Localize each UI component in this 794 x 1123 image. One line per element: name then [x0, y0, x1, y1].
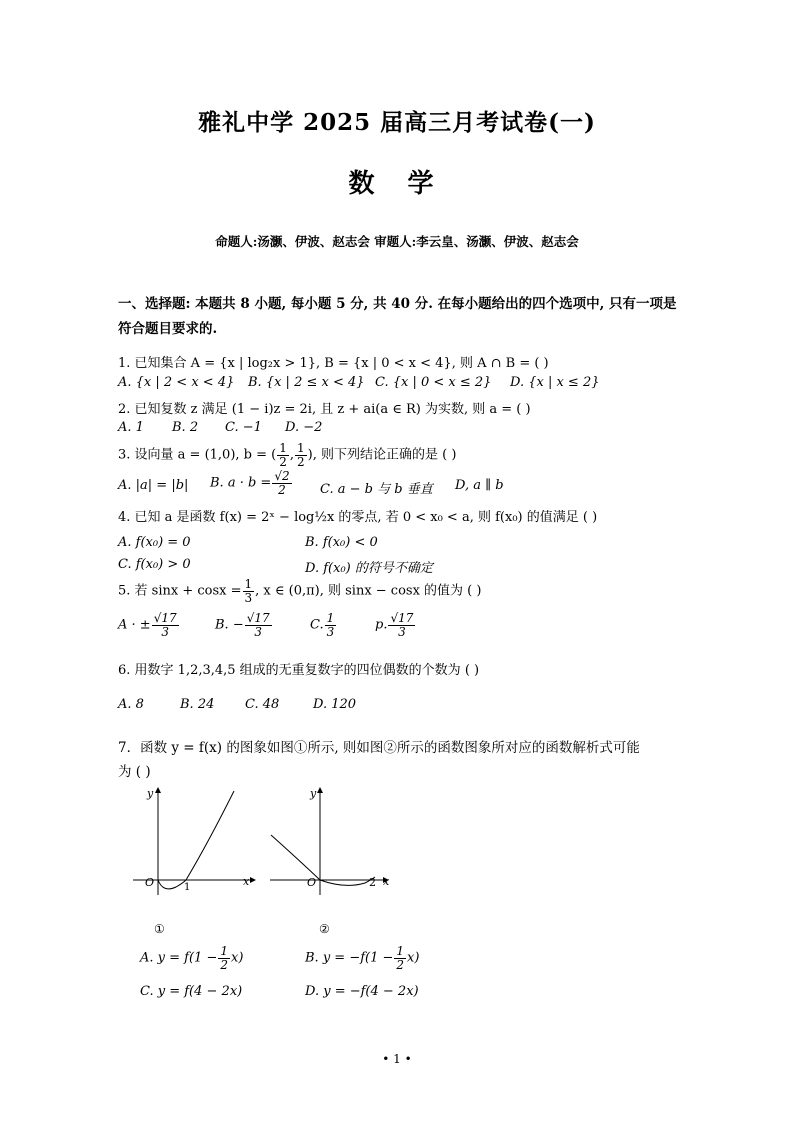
q5-option-c: C. $\frac{1}{3}$ [310, 611, 335, 639]
question-2-stem: 2. 已知复数 z 满足 (1 − i)z = 2i, 且 z + ai(a ∈ R) 为实数, 则 a = ( ) [118, 402, 531, 417]
question-1-stem: 1. 已知集合 A = {x | log₂x > 1}, B = {x | 0 < x < 4}, 则 A ∩ B = ( ) [118, 356, 549, 371]
question-3-stem: 3. 设向量 a = (1,0), b = ( $\frac{1}{2}$ , $\frac{1}{2}$ ), 则下列结论正确的是 ( ) [118, 441, 457, 469]
q3-option-c: C. a − b 与 b 垂直 [320, 482, 433, 497]
q6-option-d: D. 120 [313, 697, 357, 712]
q4-option-a: A. f(x₀) = 0 [118, 535, 191, 550]
question-5-stem: 5. 若 sinx + cosx = $\frac{1}{3}$ , x ∈ (0,π), 则 sinx − cosx 的值为 ( ) [118, 577, 482, 605]
fig1-curve [158, 791, 234, 889]
q5-option-a: A · ± $\frac{√17}{3}$ [118, 611, 177, 639]
q3-frac-2: $\frac{1}{2}$ [297, 441, 305, 469]
q3-option-b: B. a · b = $\frac{√2}{2}$ [210, 469, 290, 497]
q3-stem-pre: 3. 设向量 a = (1,0), b = ( [118, 447, 277, 463]
q3-stem-post: ), 则下列结论正确的是 ( ) [307, 447, 457, 463]
q1-option-d: D. {x | x ≤ 2} [510, 375, 600, 390]
q3-option-a: A. |a| = |b| [118, 478, 189, 493]
q7-option-a: A. y = f(1 − $\frac{1}{2}$ x) [140, 944, 244, 972]
question-4-stem: 4. 已知 a 是函数 f(x) = 2ˣ − log½x 的零点, 若 0 < x₀ < a, 则 f(x₀) 的值满足 ( ) [118, 510, 598, 525]
q6-option-b: B. 24 [180, 697, 215, 712]
question-7-stem-line1: 7．函数 y = f(x) 的图象如图①所示, 则如图②所示的函数图象所对应的函数解析式可能 [118, 740, 640, 756]
exam-title: 雅礼中学 2025 届高三月考试卷(一) [198, 109, 596, 136]
fig2-y-arrow [317, 787, 323, 793]
fig2-y-label: y [310, 787, 317, 800]
section-heading: 一、选择题: 本题共 8 小题, 每小题 5 分, 共 40 分. 在每小题给出的四个选项中, 只有一项是符合题目要求的. [118, 296, 677, 337]
q3-option-d: D, a ∥ b [455, 478, 504, 493]
q5-option-d: p. $\frac{√17}{3}$ [375, 611, 414, 639]
q2-option-a: A. 1 [118, 420, 144, 435]
q1-option-c: C. {x | 0 < x ≤ 2} [375, 375, 492, 390]
q6-option-c: C. 48 [245, 697, 280, 712]
fig1-origin-label: O [145, 876, 155, 889]
fig1-x-arrow [250, 877, 256, 883]
fig1-tick-label: 1 [184, 882, 191, 893]
fig1-y-arrow [155, 787, 161, 793]
question-7-stem-line2: 为 ( ) [118, 764, 151, 780]
fig2-tick-label: 2 [369, 876, 376, 889]
figure-1-graph [128, 783, 258, 898]
q5-option-b: B. − $\frac{√17}{3}$ [215, 611, 270, 639]
fig1-x-label: x [243, 875, 250, 888]
q2-option-c: C. −1 [225, 420, 262, 435]
q4-option-d: D. f(x₀) 的符号不确定 [305, 561, 433, 576]
figure-1-label: ① [154, 922, 165, 936]
fig1-y-label: y [147, 787, 154, 800]
page-number: • 1 • [382, 1052, 412, 1066]
subject-title: 数 学 [348, 169, 446, 199]
q2-option-b: B. 2 [172, 420, 199, 435]
fig2-origin-label: O [307, 876, 317, 889]
q4-option-b: B. f(x₀) < 0 [305, 535, 378, 550]
q7-option-c: C. y = f(4 − 2x) [140, 984, 243, 999]
q2-option-d: D. −2 [285, 420, 323, 435]
q7-option-b: B. y = −f(1 − $\frac{1}{2}$ x) [305, 944, 420, 972]
figure-2-label: ② [319, 922, 330, 936]
q3-frac-1: $\frac{1}{2}$ [279, 441, 287, 469]
q4-option-c: C. f(x₀) > 0 [118, 557, 191, 572]
figure-2-graph [265, 783, 395, 898]
authors-line: 命题人:汤灏、伊波、赵志会 审题人:李云皇、汤灏、伊波、赵志会 [215, 234, 579, 249]
q1-option-b: B. {x | 2 ≤ x < 4} [248, 375, 365, 390]
fig2-curve [271, 835, 375, 885]
q1-option-a: A. {x | 2 < x < 4} [118, 375, 235, 390]
fig2-x-label: x [383, 875, 390, 888]
question-6-stem: 6. 用数字 1,2,3,4,5 组成的无重复数字的四位偶数的个数为 ( ) [118, 663, 480, 678]
q7-option-d: D. y = −f(4 − 2x) [305, 984, 419, 999]
q6-option-a: A. 8 [118, 697, 144, 712]
